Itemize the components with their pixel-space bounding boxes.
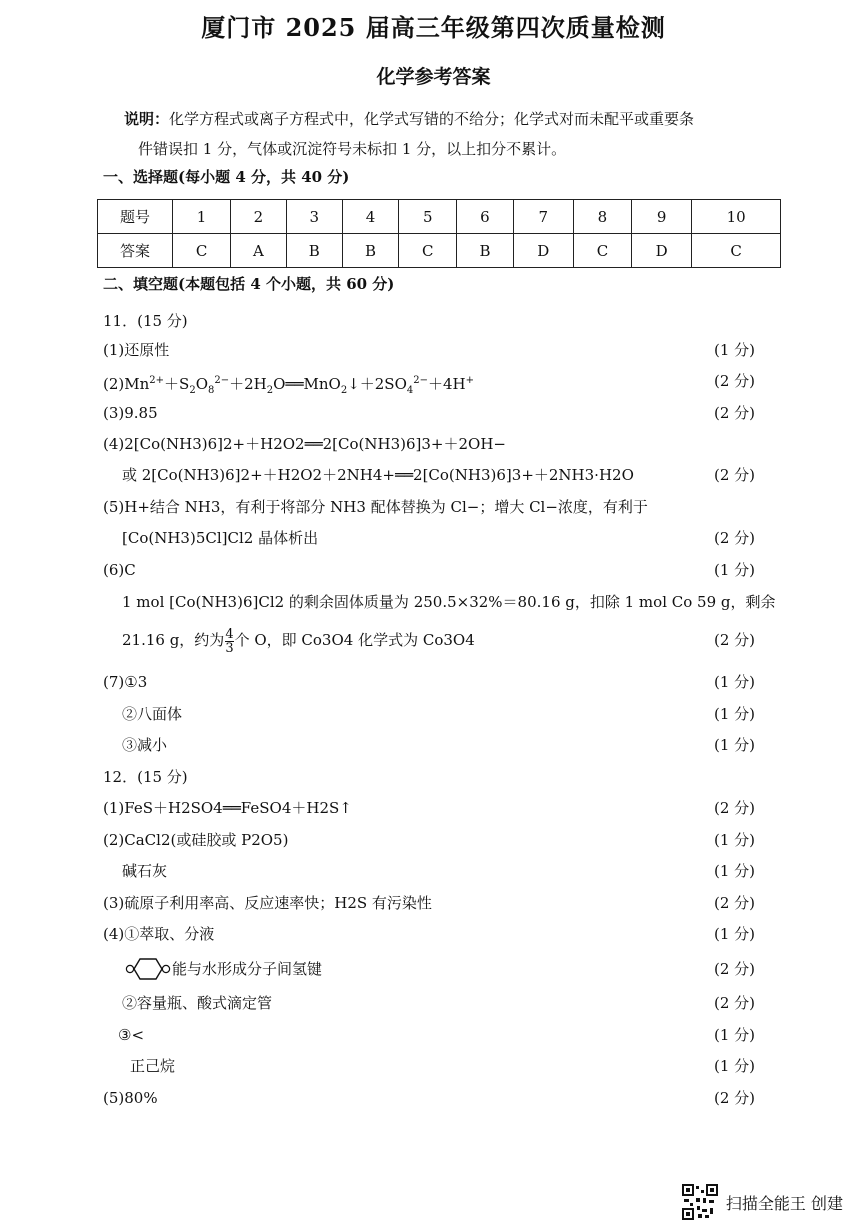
q11-answer-3: (3)9.85 (2 分)	[103, 404, 755, 422]
table-cell: 1	[173, 200, 231, 234]
table-header-cell: 答案	[98, 234, 173, 268]
table-cell: 10	[692, 200, 781, 234]
fraction: $\frac{4}{3}$	[225, 626, 234, 656]
table-cell: A	[231, 234, 287, 268]
table-cell: 3	[286, 200, 342, 234]
q11-answer-5a: (5)H+结合 NH3，有利于将部分 NH3 配体替换为 Cl−；增大 Cl−浓度，有利于	[103, 498, 648, 516]
table-cell: C	[573, 234, 631, 268]
table-cell: 4	[342, 200, 398, 234]
section-1-heading: 一、选择题(每小题 4 分，共 40 分)	[103, 168, 350, 186]
section-2-heading: 二、填空题(本题包括 4 个小题，共 60 分)	[103, 275, 395, 293]
table-header-cell: 题号	[98, 200, 173, 234]
table-cell: B	[457, 234, 513, 268]
table-cell: 5	[399, 200, 457, 234]
q11-answer-6b: 1 mol [Co(NH3)6]Cl2 的剩余固体质量为 250.5×32%＝80.16 g，扣除 1 mol Co 59 g，剩余	[122, 593, 776, 611]
q12-answer-2: (2)CaCl2(或硅胶或 P2O5) (1 分)	[103, 831, 755, 849]
q12-answer-2b: 碱石灰 (1 分)	[122, 862, 755, 880]
q11-answer-1: (1)还原性 (1 分)	[103, 341, 755, 359]
scanner-watermark	[682, 1184, 843, 1220]
table-cell: C	[692, 234, 781, 268]
table-cell: 8	[573, 200, 631, 234]
q11-answer-7c: ③减小 (1 分)	[122, 736, 755, 754]
table-cell: 6	[457, 200, 513, 234]
table-cell: B	[342, 234, 398, 268]
q11-answer-6: (6)C (1 分)	[103, 561, 755, 579]
table-cell: 2	[231, 200, 287, 234]
q11-answer-6c: 21.16 g，约为 $\frac{4}{3}$ 个 O，即 Co3O4 化学式为 Co3O4 (2 分)	[122, 626, 755, 656]
q11-answer-4a: (4)2[Co(NH3)6]2+＋H2O2══2[Co(NH3)6]3+＋2OH−	[103, 435, 506, 453]
q11-answer-7a: (7)①3 (1 分)	[103, 673, 755, 691]
note-line-1: 化学方程式或离子方程式中，化学式写错的不给分；化学式对而未配平或重要条	[169, 110, 695, 128]
note-label: 说明：	[124, 110, 170, 128]
table-cell: B	[286, 234, 342, 268]
q12-answer-1: (1)FeS＋H2SO4══FeSO4＋H2S↑ (2 分)	[103, 799, 755, 817]
table-cell: C	[399, 234, 457, 268]
table-cell: D	[632, 234, 692, 268]
q11-header: 11．(15 分)	[103, 312, 188, 330]
instructions-note	[124, 104, 784, 164]
table-cell: C	[173, 234, 231, 268]
q12-answer-5: (5)80% (2 分)	[103, 1089, 755, 1107]
watermark-text: 扫描全能王 创建	[725, 1193, 843, 1213]
table-cell: 7	[513, 200, 573, 234]
table-row-answers	[98, 234, 781, 268]
q11-answer-7b: ②八面体 (1 分)	[122, 705, 755, 723]
q11-answer-2: $(2)Mn^{2+}+S_2O_8^{2-}+2H_2O══MnO_2↓+2SO_4^{2-}+4H^+$ (2 分)	[103, 372, 755, 396]
q12-answer-3: (3)硫原子利用率高、反应速率快；H2S 有污染性 (2 分)	[103, 894, 755, 912]
q12-answer-4e: 正己烷 (1 分)	[130, 1057, 755, 1075]
table-cell: 9	[632, 200, 692, 234]
q11-answer-4b: 或 2[Co(NH3)6]2+＋H2O2＋2NH4+══2[Co(NH3)6]3+＋2NH3·H2O (2 分)	[122, 466, 755, 484]
q11-answer-5b: [Co(NH3)5Cl]Cl2 晶体析出 (2 分)	[122, 529, 755, 547]
q12-answer-4c: ②容量瓶、酸式滴定管 (2 分)	[122, 994, 755, 1012]
answer-table	[97, 199, 781, 268]
q12-answer-4b: 能与水形成分子间氢键 (2 分)	[122, 956, 755, 982]
q12-answer-4a: (4)①萃取、分液 (1 分)	[103, 925, 755, 943]
table-cell: D	[513, 234, 573, 268]
table-row-numbers	[98, 200, 781, 234]
q12-header: 12．(15 分)	[103, 768, 188, 786]
qr-code-icon	[682, 1184, 718, 1220]
q12-answer-4d: ③< (1 分)	[118, 1026, 755, 1044]
page-subtitle: 化学参考答案	[376, 66, 491, 88]
note-line-2: 件错误扣 1 分，气体或沉淀符号未标扣 1 分，以上扣分不累计。	[138, 140, 567, 158]
page-title: 厦门市 2025 届高三年级第四次质量检测	[201, 13, 666, 42]
dioxane-structure-icon	[122, 956, 172, 982]
